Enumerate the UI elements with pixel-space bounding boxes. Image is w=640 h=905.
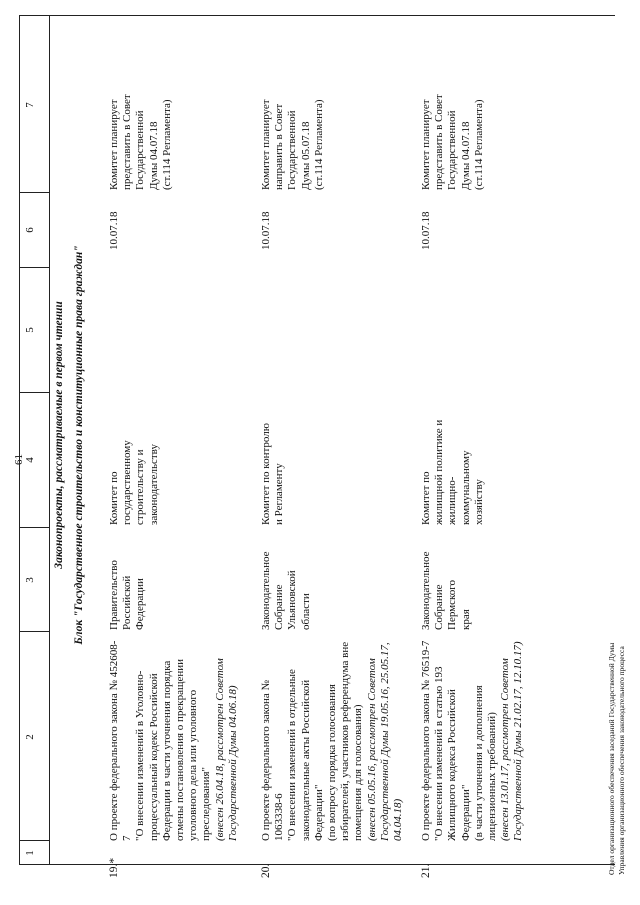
bill-line: процессуальный кодекс Российской	[147, 673, 160, 841]
footer-line: Управления организационного обеспечения законодательного процесса	[617, 646, 626, 875]
committee-line: жилищно-	[446, 476, 459, 525]
initiator-line: Правительство	[108, 560, 120, 630]
bill-line: "О внесении изменений в Уголовно-	[134, 670, 147, 841]
bill-title	[108, 636, 240, 841]
bill-line: О проекте федерального закона № 76519-7	[420, 640, 432, 841]
column-divider	[19, 192, 49, 193]
committee-line: Комитет по контролю	[260, 423, 272, 525]
initiator-line: Собрание	[273, 584, 286, 630]
committee-line: законодательству	[147, 444, 160, 525]
initiator-line: Собрание Пермского	[433, 579, 459, 630]
initiator-line: Законодательное	[260, 551, 272, 630]
page-number: 61	[13, 454, 25, 465]
column-number-6: 6	[24, 227, 36, 233]
row-number: 21.	[420, 863, 432, 878]
note-cell	[260, 65, 326, 190]
bill-line: законодательные акты Российской	[299, 679, 312, 841]
note-line: Государственной	[286, 110, 299, 190]
bill-line: отмены постановления о прекращении	[174, 658, 187, 841]
bill-line: Жилищного кодекса Российской Федерации"	[446, 689, 472, 841]
bill-title	[420, 636, 526, 841]
bill-title	[260, 636, 405, 841]
table-border-right	[19, 15, 615, 16]
initiator-line: края	[459, 609, 472, 630]
note-line: Комитет планирует	[108, 99, 120, 190]
bill-line: лицензионных требований)	[486, 712, 499, 841]
row-number: 19.*	[108, 857, 120, 878]
note-line: представить в Совет	[433, 94, 446, 190]
column-divider	[19, 631, 49, 632]
column-divider	[19, 267, 49, 268]
column-divider	[19, 527, 49, 528]
date-cell: 10.07.18	[260, 211, 272, 250]
committee-line: строительству и	[134, 449, 147, 525]
date-cell: 10.07.18	[108, 211, 120, 250]
bill-line: О проекте федерального закона № 452608-7	[108, 640, 134, 841]
column-number-1: 1	[24, 850, 36, 856]
bill-line: (по вопросу порядка голосования	[326, 684, 339, 841]
note-line: представить в Совет	[121, 94, 134, 190]
bill-note-line: Государственной Думы 21.02.17, 12.10.17)	[512, 641, 525, 841]
bill-note-line: (внесен 05.05.16, рассмотрен Советом	[365, 658, 378, 841]
note-line: (ст.114 Регламента)	[160, 99, 173, 190]
section-title: Законопроекты, рассматриваемые в первом чтении	[53, 301, 65, 569]
column-number-7: 7	[24, 102, 36, 108]
initiator-line: Федерации	[134, 578, 147, 630]
bill-note-line: Государственной Думы 19.05.16, 25.05.17,	[378, 642, 391, 841]
committee-line: Комитет по	[420, 471, 432, 525]
column-number-2: 2	[24, 734, 36, 740]
committee-cell	[420, 395, 486, 525]
column-number-3: 3	[24, 577, 36, 583]
committee-line: хозяйству	[472, 479, 485, 525]
note-line: направить в Совет	[273, 103, 286, 190]
committee-line: коммунальному	[459, 450, 472, 525]
bill-note-line: (внесен 26.04.18, рассмотрен Советом	[213, 658, 226, 841]
note-cell	[420, 65, 486, 190]
bill-line: преследования"	[200, 766, 213, 841]
table-border-top	[19, 15, 20, 865]
block-title: Блок "Государственное строительство и конституционные права граждан"	[73, 245, 85, 645]
committee-cell	[108, 395, 161, 525]
header-row-divider	[49, 15, 50, 865]
initiator-cell	[420, 532, 473, 630]
bill-line: Федерации в части уточнения порядка	[160, 660, 173, 841]
committee-cell	[260, 395, 286, 525]
note-line: Думы 04.07.18	[459, 121, 472, 190]
note-line: (ст.114 Регламента)	[312, 99, 325, 190]
bill-line: помещения для голосования)	[352, 704, 365, 841]
note-line: Думы 04.07.18	[147, 121, 160, 190]
committee-line: и Регламенту	[273, 463, 286, 525]
column-number-5: 5	[24, 327, 36, 333]
committee-line: государственному	[121, 440, 134, 525]
note-line: Думы 05.07.18	[299, 121, 312, 190]
initiator-cell	[108, 532, 148, 630]
bill-line: "О внесении изменений в статью 193	[433, 666, 446, 841]
committee-line: жилищной политике и	[433, 419, 446, 525]
initiator-line: Российской	[121, 575, 134, 630]
note-line: Комитет планирует	[420, 99, 432, 190]
footer-line: Отдел организационного обеспечения заседаний Государственной Думы	[607, 642, 616, 875]
column-divider	[19, 840, 49, 841]
bill-line: уголовного дела или уголовного	[187, 689, 200, 841]
initiator-line: Законодательное	[420, 551, 432, 630]
note-line: Комитет планирует	[260, 99, 272, 190]
note-line: Государственной	[446, 110, 459, 190]
date-cell: 10.07.18	[420, 211, 432, 250]
note-line: (ст.114 Регламента)	[472, 99, 485, 190]
bill-line: "О внесении изменений в отдельные	[286, 669, 299, 841]
bill-note-line: 04.04.18)	[392, 798, 405, 841]
row-number: 20.	[260, 863, 272, 878]
bill-line: (в части уточнения и дополнения	[472, 685, 485, 841]
bill-note-line: (внесен 13.01.17, рассмотрен Советом	[499, 658, 512, 841]
note-cell	[108, 65, 174, 190]
column-number-4: 4	[24, 457, 36, 463]
bill-note-line: Государственной Думы 04.06.18)	[226, 685, 239, 841]
initiator-line: Ульяновской области	[286, 570, 312, 630]
bill-line: избирателей, участников референдума вне	[339, 641, 352, 841]
column-divider	[19, 392, 49, 393]
committee-line: Комитет по	[108, 471, 120, 525]
initiator-cell	[260, 532, 313, 630]
bill-line: Федерации"	[312, 784, 325, 841]
bill-line: О проекте федерального закона № 1063338-6	[260, 680, 286, 841]
note-line: Государственной	[134, 110, 147, 190]
